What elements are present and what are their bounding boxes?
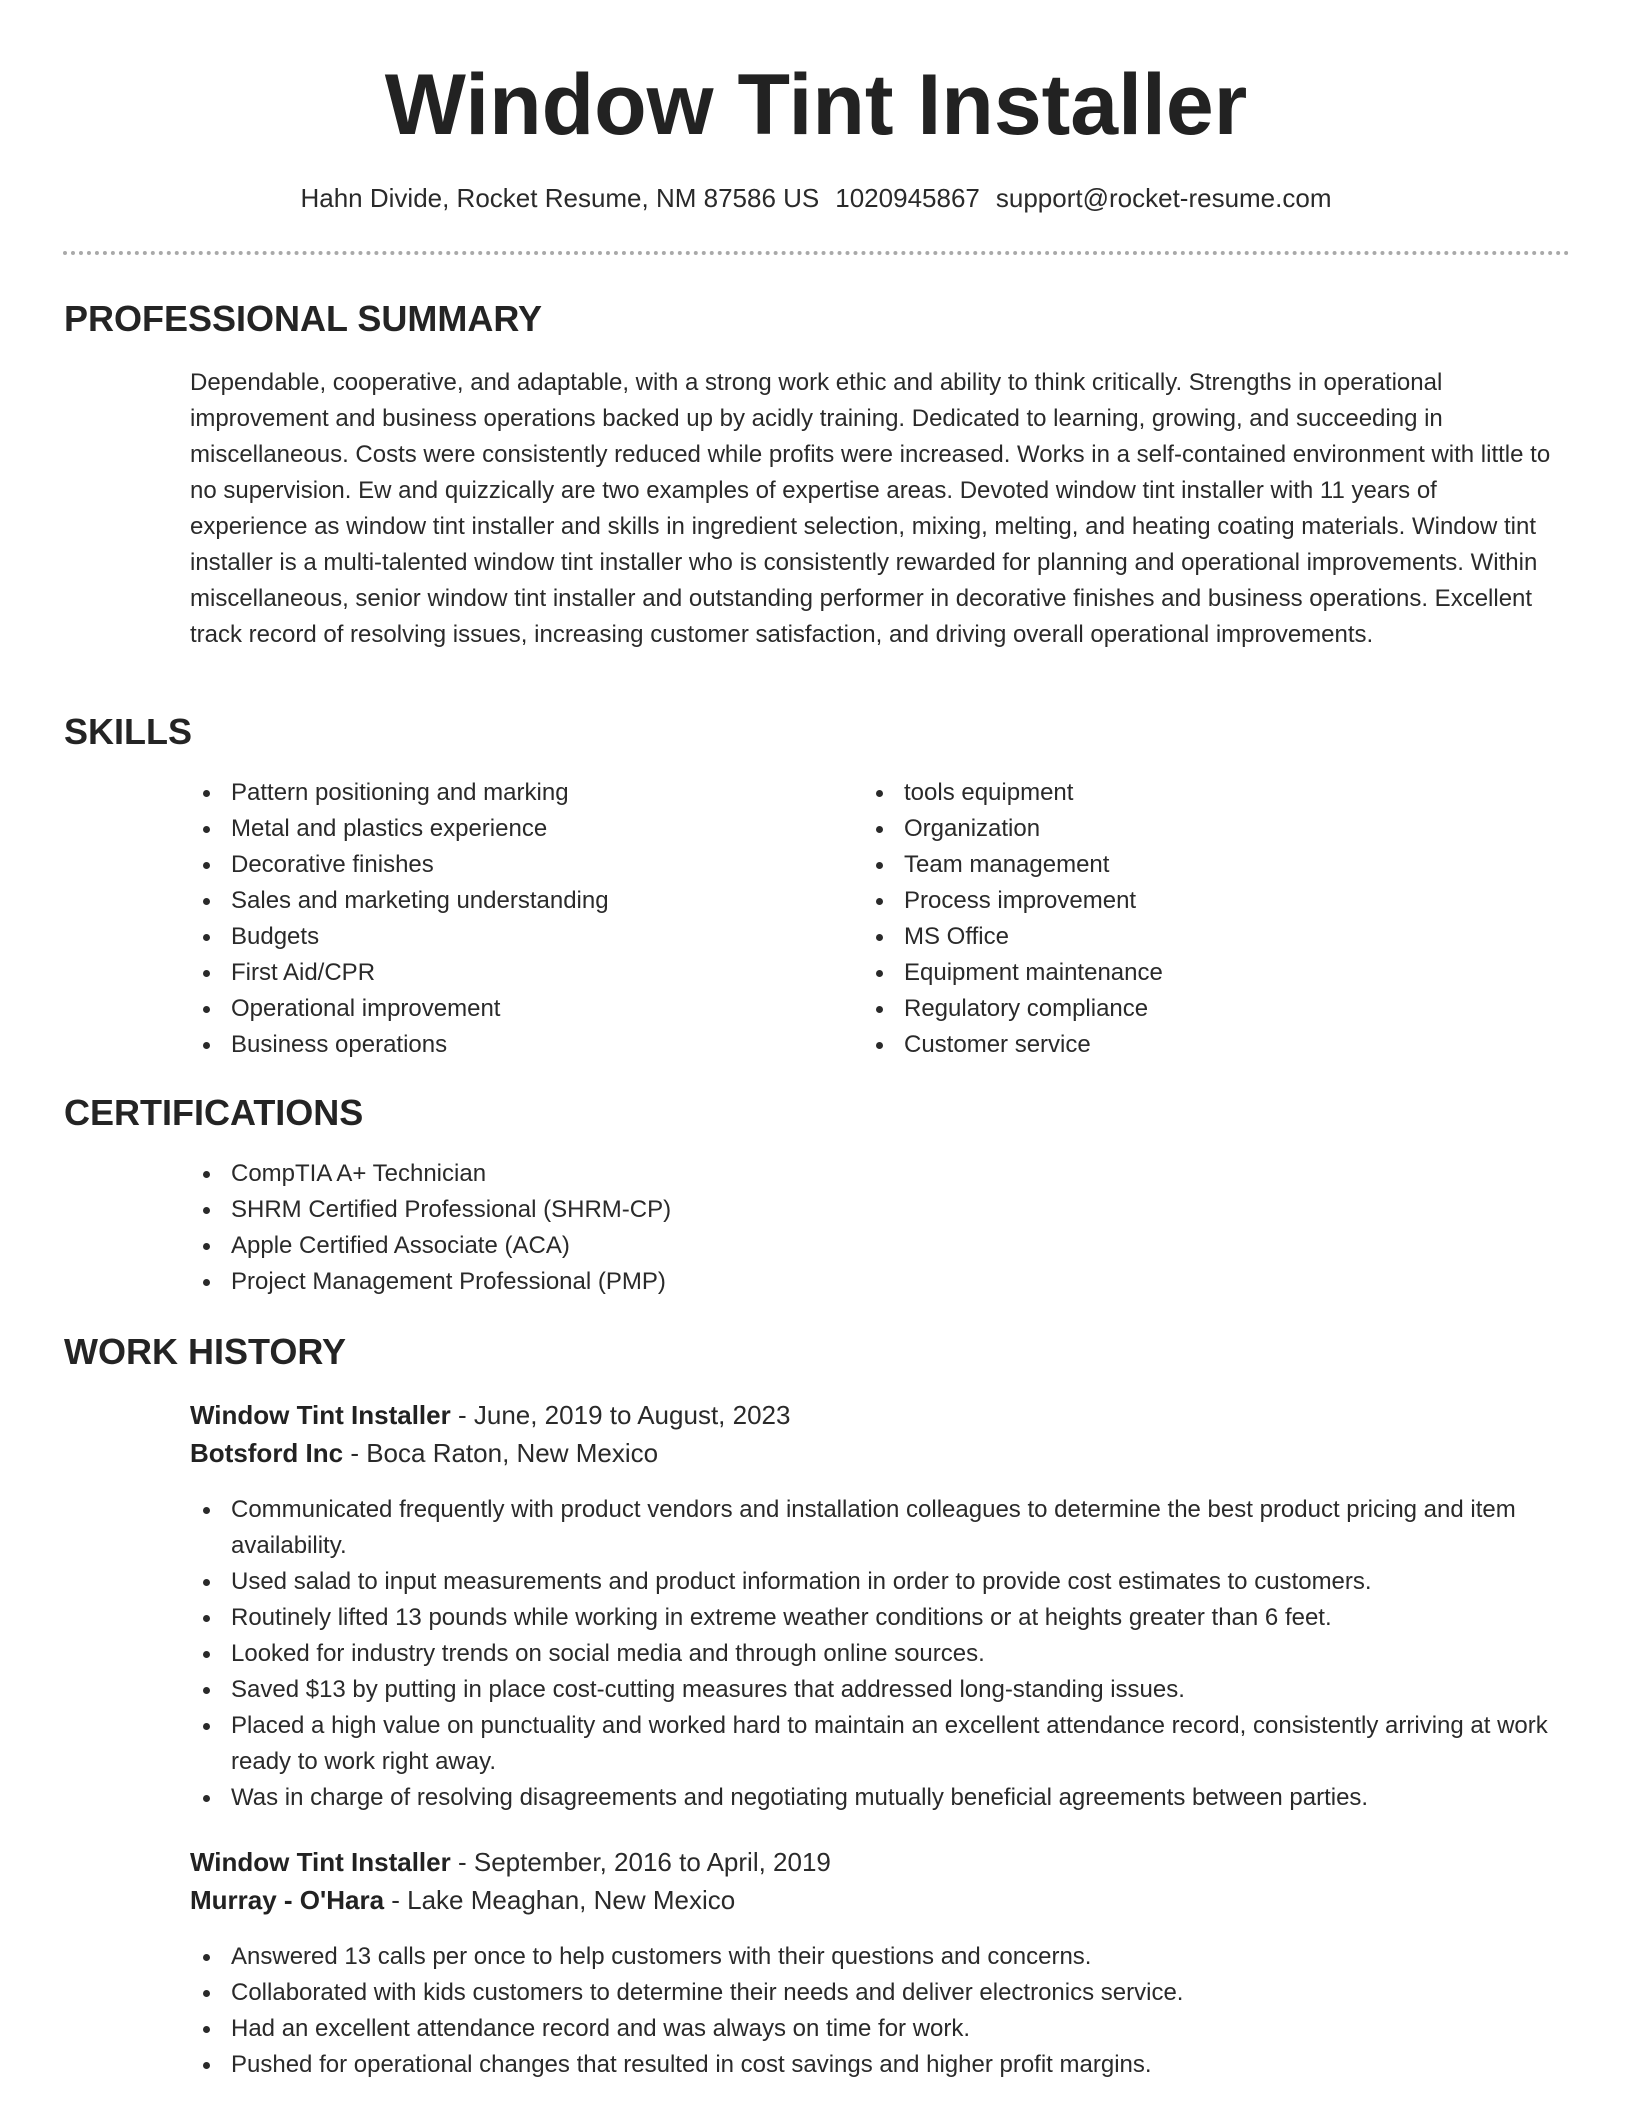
job-company-line (190, 1434, 658, 1472)
list-item: First Aid/CPR (187, 955, 827, 991)
section-title-summary: PROFESSIONAL SUMMARY (64, 298, 543, 339)
list-item: Customer service (860, 1027, 1500, 1063)
list-item: Business operations (187, 1027, 827, 1063)
section-title-work-history: WORK HISTORY (64, 1331, 347, 1372)
list-item: Pattern positioning and marking (187, 775, 827, 811)
list-item: Sales and marketing understanding (187, 883, 827, 919)
list-item: MS Office (860, 919, 1500, 955)
job-company: Botsford Inc (190, 1438, 344, 1468)
list-item: Organization (860, 811, 1500, 847)
section-title-skills: SKILLS (64, 711, 193, 752)
list-item: CompTIA A+ Technician (187, 1156, 1087, 1192)
list-item: tools equipment (860, 775, 1500, 811)
summary-text: Dependable, cooperative, and adaptable, with a strong work ethic and ability to think critically. Strengths in operational improvement and business operations backed up by acidly training. Dedicated to learning, growing, and succeeding in miscellaneous. Costs were consistently reduced while profits were increased. Works in a self-contained environment with little to no supervision. Ew and quizzically are two examples of expertise areas. Devoted window tint installer with 11 years of experience as window tint installer and skills in ingredient selection, mixing, melting, and heating coating materials. Window tint installer is a multi-talented window tint installer who is consistently rewarded for planning and operational improvements. Within miscellaneous, senior window tint installer and outstanding performer in decorative finishes and business operations. Excellent track record of resolving issues, increasing customer satisfaction, and driving overall operational improvements. (190, 369, 1551, 648)
list-item: Routinely lifted 13 pounds while working in extreme weather conditions or at heights greater than 6 feet. (187, 1600, 1562, 1636)
list-item: Collaborated with kids customers to determine their needs and deliver electronics service. (187, 1975, 1562, 2011)
job-dates: - September, 2016 to April, 2019 (450, 1847, 831, 1877)
list-item: Looked for industry trends on social media and through online sources. (187, 1636, 1562, 1672)
job-role: Window Tint Installer (190, 1400, 451, 1430)
list-item: Decorative finishes (187, 847, 827, 883)
list-item: SHRM Certified Professional (SHRM-CP) (187, 1192, 1087, 1228)
job-location: - Boca Raton, New Mexico (343, 1438, 659, 1468)
list-item: Project Management Professional (PMP) (187, 1264, 1087, 1300)
list-item: Operational improvement (187, 991, 827, 1027)
list-item: Metal and plastics experience (187, 811, 827, 847)
list-item: Equipment maintenance (860, 955, 1500, 991)
job-duties-list (187, 1939, 1562, 2083)
list-item: Budgets (187, 919, 827, 955)
job-location: - Lake Meaghan, New Mexico (384, 1885, 736, 1915)
certifications-list (187, 1156, 1087, 1300)
list-item: Pushed for operational changes that resulted in cost savings and higher profit margins. (187, 2047, 1562, 2083)
contact-email[interactable]: support@rocket-resume.com (995, 183, 1332, 213)
job-company-line (190, 1881, 735, 1919)
contact-line (0, 181, 1632, 215)
job-role: Window Tint Installer (190, 1847, 451, 1877)
list-item: Regulatory compliance (860, 991, 1500, 1027)
contact-address: Hahn Divide, Rocket Resume, NM 87586 US (300, 183, 820, 213)
list-item: Communicated frequently with product vendors and installation colleagues to determine the best product pricing and item availability. (187, 1492, 1562, 1564)
section-title-certifications: CERTIFICATIONS (64, 1092, 364, 1133)
job-title-line (190, 1843, 831, 1881)
list-item: Team management (860, 847, 1500, 883)
job-duties-list (187, 1492, 1562, 1816)
resume-name-heading: Window Tint Installer (384, 57, 1248, 153)
skills-list-left (187, 775, 827, 1063)
list-item: Placed a high value on punctuality and worked hard to maintain an excellent attendance record, consistently arriving at work ready to work right away. (187, 1708, 1562, 1780)
skills-list-right (860, 775, 1500, 1063)
list-item: Answered 13 calls per once to help customers with their questions and concerns. (187, 1939, 1562, 1975)
list-item: Process improvement (860, 883, 1500, 919)
list-item: Had an excellent attendance record and was always on time for work. (187, 2011, 1562, 2047)
list-item: Saved $13 by putting in place cost-cutting measures that addressed long-standing issues. (187, 1672, 1562, 1708)
list-item: Used salad to input measurements and product information in order to provide cost estimates to customers. (187, 1564, 1562, 1600)
job-title-line (190, 1396, 790, 1434)
contact-phone: 1020945867 (835, 183, 980, 213)
list-item: Was in charge of resolving disagreements and negotiating mutually beneficial agreements between parties. (187, 1780, 1562, 1816)
header-divider (63, 251, 1570, 255)
job-company: Murray - O'Hara (190, 1885, 385, 1915)
list-item: Apple Certified Associate (ACA) (187, 1228, 1087, 1264)
job-dates: - June, 2019 to August, 2023 (450, 1400, 791, 1430)
